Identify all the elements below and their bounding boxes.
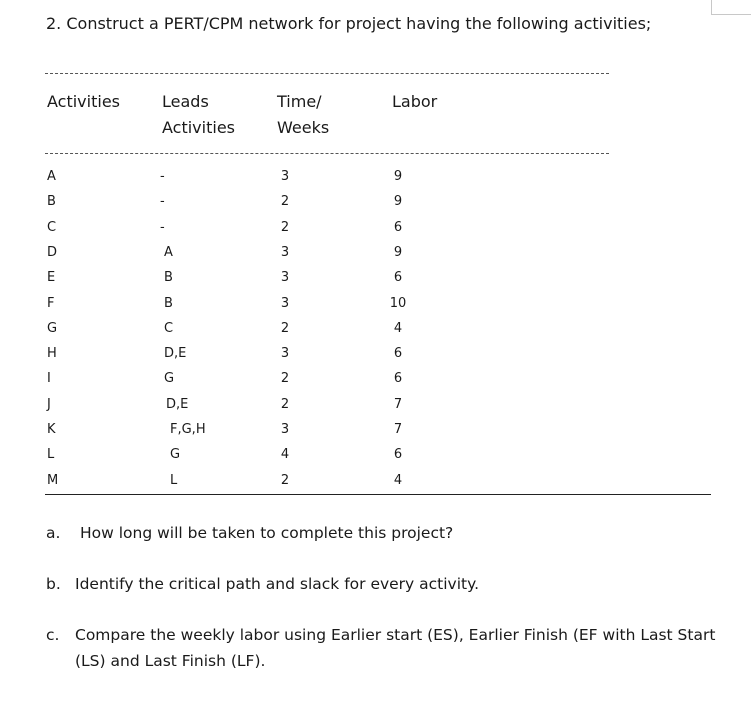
activity-cell: D	[47, 245, 58, 260]
leads-cell: G	[170, 447, 181, 462]
activity-cell: I	[47, 371, 51, 386]
table-header-divider	[45, 153, 609, 154]
leads-cell: B	[164, 270, 173, 285]
leads-cell: -	[160, 194, 165, 209]
activity-cell: M	[47, 473, 59, 488]
activity-cell: E	[47, 270, 56, 285]
leads-cell: -	[160, 220, 165, 235]
subquestion-c-text-line1: Compare the weekly labor using Earlier start (ES), Earlier Finish (EF with Last Start	[75, 626, 716, 644]
subquestion-c-marker: c.	[46, 626, 60, 644]
labor-cell: 6	[393, 346, 403, 361]
activity-cell: C	[47, 220, 57, 235]
time-cell: 2	[280, 397, 290, 412]
leads-cell: A	[164, 245, 173, 260]
labor-cell: 6	[393, 447, 403, 462]
leads-cell: L	[170, 473, 178, 488]
leads-cell: G	[164, 371, 175, 386]
activity-cell: B	[47, 194, 56, 209]
time-cell: 3	[280, 296, 290, 311]
labor-cell: 4	[393, 473, 403, 488]
leads-cell: D,E	[166, 397, 189, 412]
leads-cell: C	[164, 321, 174, 336]
activity-cell: G	[47, 321, 58, 336]
header-leads-line2: Activities	[162, 118, 235, 137]
subquestion-a-marker: a.	[46, 524, 61, 542]
time-cell: 3	[280, 422, 290, 437]
time-cell: 2	[280, 220, 290, 235]
labor-cell: 9	[393, 245, 403, 260]
time-cell: 3	[280, 245, 290, 260]
header-leads-line1: Leads	[162, 92, 209, 111]
header-activities: Activities	[47, 92, 120, 111]
labor-cell: 9	[393, 169, 403, 184]
labor-cell: 7	[393, 422, 403, 437]
time-cell: 2	[280, 371, 290, 386]
header-labor: Labor	[392, 92, 438, 111]
activity-cell: A	[47, 169, 56, 184]
leads-cell: B	[164, 296, 173, 311]
time-cell: 2	[280, 473, 290, 488]
subquestion-c-text-line2: (LS) and Last Finish (LF).	[75, 652, 266, 670]
question-title: 2. Construct a PERT/CPM network for project having the following activities;	[46, 14, 652, 33]
leads-cell: D,E	[164, 346, 187, 361]
page-corner-marker	[711, 0, 751, 15]
time-cell: 3	[280, 270, 290, 285]
subquestion-b-marker: b.	[46, 575, 61, 593]
labor-cell: 9	[393, 194, 403, 209]
header-time-line1: Time/	[277, 92, 322, 111]
activity-cell: H	[47, 346, 57, 361]
labor-cell: 10	[389, 296, 407, 311]
time-cell: 2	[280, 194, 290, 209]
labor-cell: 6	[393, 270, 403, 285]
time-cell: 3	[280, 169, 290, 184]
labor-cell: 7	[393, 397, 403, 412]
table-bottom-rule	[45, 494, 711, 495]
activity-cell: L	[47, 447, 55, 462]
activity-cell: J	[47, 397, 51, 412]
time-cell: 4	[280, 447, 290, 462]
subquestion-b-text: Identify the critical path and slack for every activity.	[75, 575, 480, 593]
activity-cell: K	[47, 422, 56, 437]
time-cell: 3	[280, 346, 290, 361]
labor-cell: 4	[393, 321, 403, 336]
labor-cell: 6	[393, 371, 403, 386]
leads-cell: -	[160, 169, 165, 184]
time-cell: 2	[280, 321, 290, 336]
leads-cell: F,G,H	[170, 422, 206, 437]
activity-cell: F	[47, 296, 55, 311]
subquestion-a-text: How long will be taken to complete this project?	[80, 524, 454, 542]
table-top-divider	[45, 73, 609, 74]
header-time-line2: Weeks	[277, 118, 330, 137]
labor-cell: 6	[393, 220, 403, 235]
